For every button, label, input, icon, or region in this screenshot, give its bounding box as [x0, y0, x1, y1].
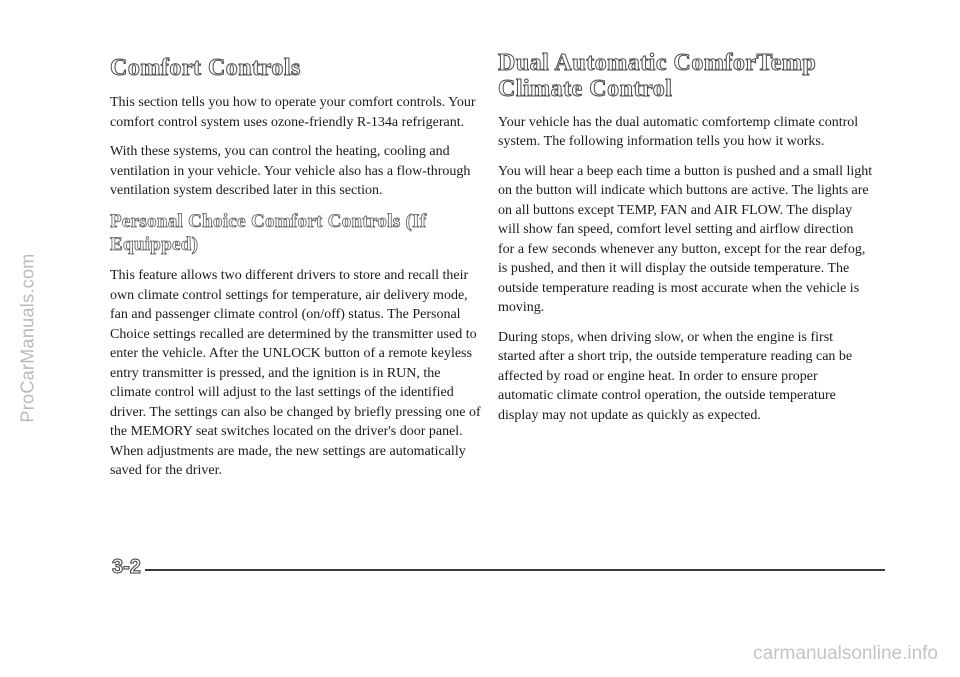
intro-paragraph: This section tells you how to operate your comfort controls. Your comfort control system uses ozone-friendly R-134a refrigerant.: [110, 95, 476, 130]
stops-paragraph: During stops, when driving slow, or when the engine is first started after a short trip, the outside temperature reading can be affected by road or engine heat. In order to ensure proper automatic climate control operation, the outside temperature display may not update as quickly as expected.: [498, 329, 853, 423]
beep-paragraph: You will hear a beep each time a button is pushed and a small light on the button will indicate which buttons are active. The lights are on all buttons except TEMP, FAN and AIR FLOW. The display will show fan speed, comfort level setting and airflow direction for a few seconds whenever any button, except for the rear defog, is pushed, and then it will display the outside temperature. The outside temperature reading is most accurate when the vehicle is moving.: [498, 163, 873, 316]
subheading-personal-choice: Personal Choice Comfort Controls (If Equipped): [110, 210, 427, 255]
left-column: [110, 55, 485, 491]
right-column: [498, 50, 873, 435]
section-heading-comfort-controls: Comfort Controls: [110, 55, 301, 81]
systems-paragraph: With these systems, you can control the heating, cooling and ventilation in your vehicle. Your vehicle also has a flow-through ventilation system described later in this section.: [110, 144, 471, 199]
page-number: 3-2: [112, 556, 141, 578]
personal-choice-paragraph: This feature allows two different drivers to store and recall their own climate control settings for temperature, air delivery mode, fan and passenger climate control (on/off) status. The Personal Choice settings recalled are determined by the transmitter used to enter the vehicle. After the UNLOCK button of a remote keyless entry transmitter is pressed, and the ignition is in RUN, the climate control will adjust to the last settings of the identified driver. The settings can also be changed by briefly pressing one of the MEMORY seat switches located on the driver's door panel. When adjustments are made, the new settings are automatically saved for the driver.: [110, 268, 481, 479]
footer-rule: [145, 569, 885, 571]
dual-intro-paragraph: Your vehicle has the dual automatic comfortemp climate control system. The following information tells you how it works.: [498, 114, 859, 150]
bottom-watermark: carmanualsonline.info: [753, 643, 938, 664]
side-watermark: ProCarManuals.com: [17, 253, 38, 423]
section-heading-dual-automatic: Dual Automatic ComforTemp Climate Control: [498, 50, 817, 103]
